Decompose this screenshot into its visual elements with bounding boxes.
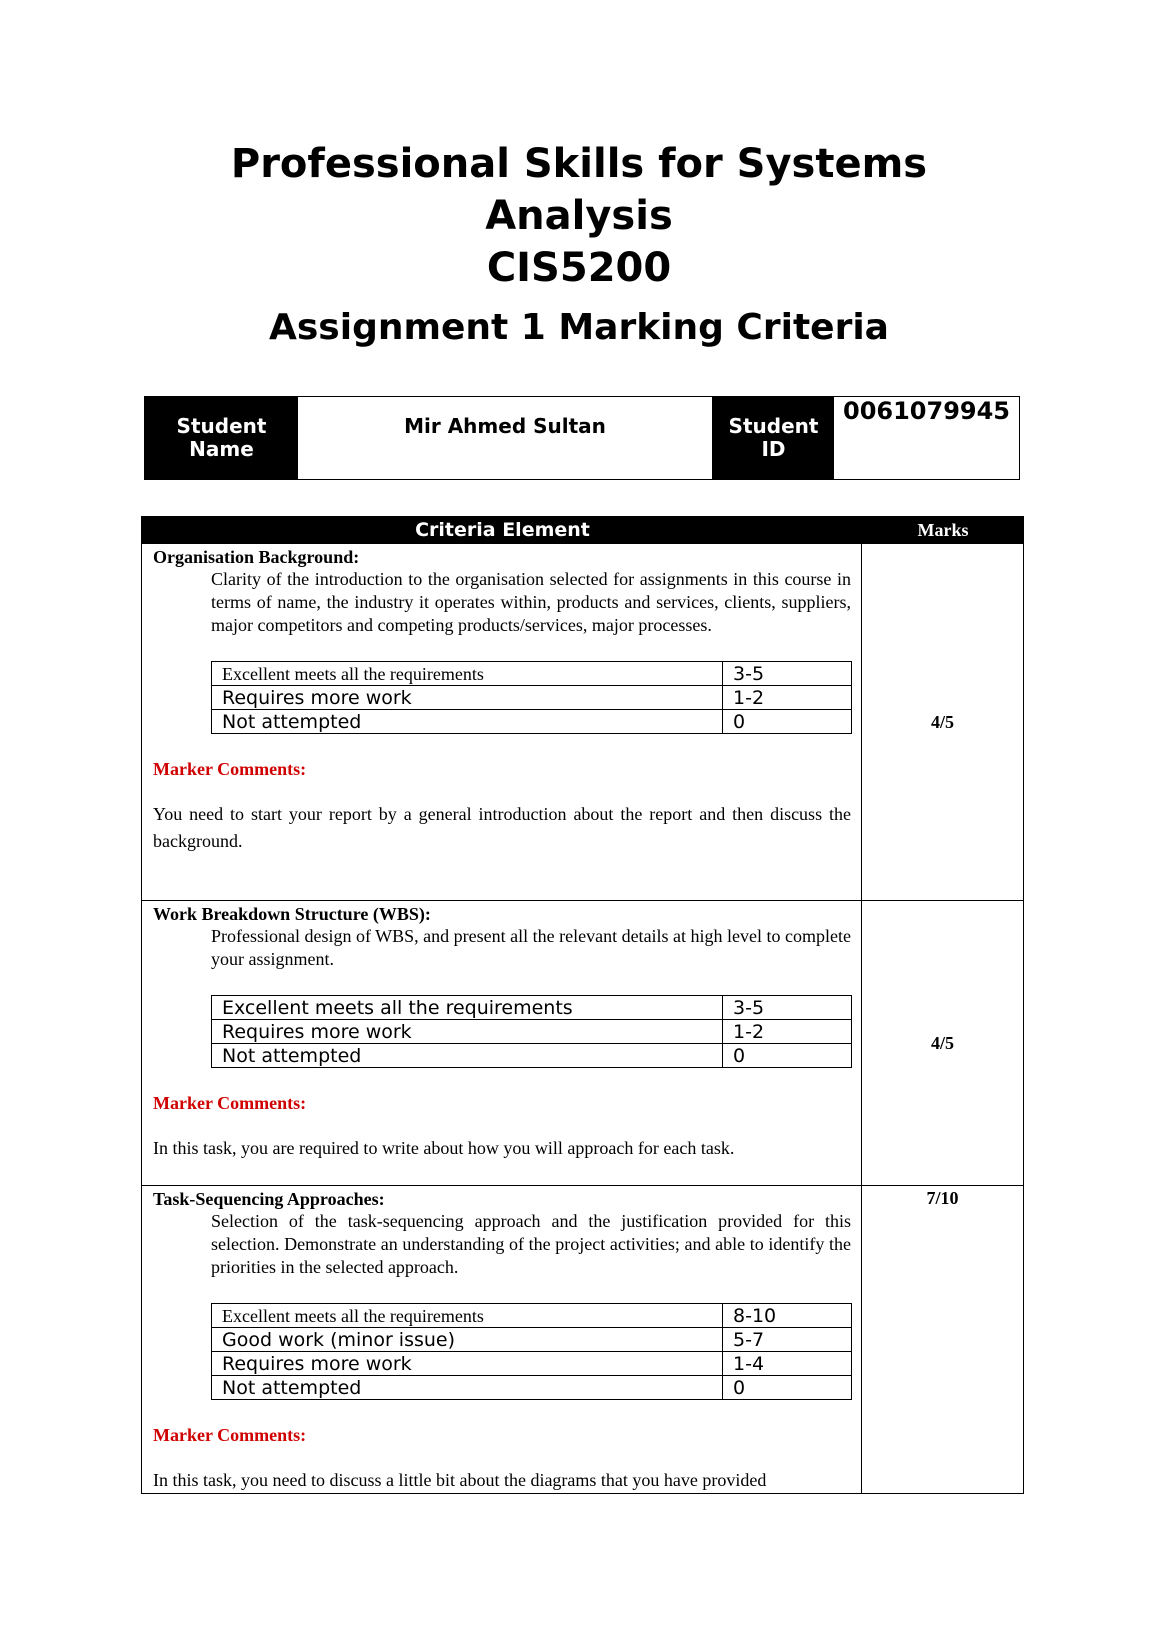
mark-value: 4/5 (930, 711, 954, 732)
scale-label: Excellent meets all the requirements (212, 662, 723, 686)
criteria-mark (862, 901, 1023, 1185)
criteria-description: Clarity of the introduction to the organisation selected for assignments in this course in terms of name, the industry it operates within, products and services, clients, suppliers, major competitors and competing products/services, major processes. (211, 569, 851, 635)
marker-comments-label: Marker Comments: (153, 759, 307, 779)
scale-range: 0 (723, 710, 852, 734)
scale-label: Excellent meets all the requirements (212, 996, 723, 1020)
criteria-mark (862, 544, 1023, 900)
marker-comments-label: Marker Comments: (153, 1093, 307, 1113)
scale-range: 3-5 (723, 662, 852, 686)
criteria-table-header (142, 517, 1023, 544)
criteria-content (142, 1186, 862, 1493)
criteria-title: Task-Sequencing Approaches: (153, 1189, 385, 1209)
scale-range: 1-2 (723, 686, 852, 710)
marker-comment-text: In this task, you are required to write about how you will approach for each task. (153, 1138, 735, 1158)
scale-row (212, 686, 852, 710)
course-code: CIS5200 (486, 245, 672, 291)
scale-row (212, 662, 852, 686)
scale-row (212, 1044, 852, 1068)
student-id-value: 0061079945 (843, 397, 1010, 425)
scale-label: Requires more work (212, 686, 723, 710)
scale-row (212, 1304, 852, 1328)
scale-label: Not attempted (212, 1376, 723, 1400)
scale-row (212, 1020, 852, 1044)
criteria-row-organisation (142, 544, 1023, 900)
student-name-value: Mir Ahmed Sultan (298, 397, 713, 479)
scale-label: Good work (minor issue) (212, 1328, 723, 1352)
title-line-2: Analysis (485, 193, 673, 239)
marking-scale-table (211, 661, 852, 734)
criteria-content (142, 901, 862, 1185)
scale-range: 0 (723, 1044, 852, 1068)
scale-label: Requires more work (212, 1352, 723, 1376)
mark-value: 7/10 (926, 1188, 959, 1208)
scale-label: Not attempted (212, 710, 723, 734)
scale-range: 3-5 (723, 996, 852, 1020)
document-subtitle: Assignment 1 Marking Criteria (269, 307, 889, 348)
criteria-row-wbs (142, 900, 1023, 1185)
criteria-element-header: Criteria Element (415, 519, 590, 541)
scale-range: 0 (723, 1376, 852, 1400)
criteria-title: Organisation Background: (153, 547, 360, 567)
scale-range: 1-4 (723, 1352, 852, 1376)
scale-row (212, 996, 852, 1020)
marker-comment-text: You need to start your report by a general introduction about the report and then discuss the background. (153, 804, 851, 851)
scale-row (212, 1376, 852, 1400)
scale-row (212, 710, 852, 734)
scale-range: 1-2 (723, 1020, 852, 1044)
marking-scale-table (211, 995, 852, 1068)
criteria-description: Professional design of WBS, and present all the relevant details at high level to complete your assignment. (211, 926, 852, 969)
marker-comments-label: Marker Comments: (153, 1425, 307, 1445)
criteria-description: Selection of the task-sequencing approach and the justification provided for this selection. Demonstrate an understanding of the project activities; and able to identify the priorities in the selected approach. (211, 1211, 851, 1277)
title-line-1: Professional Skills for Systems (230, 141, 928, 187)
criteria-table (141, 516, 1024, 1494)
marker-comment-text: In this task, you need to discuss a little bit about the diagrams that you have provided (153, 1470, 767, 1490)
scale-row (212, 1352, 852, 1376)
scale-range: 5-7 (723, 1328, 852, 1352)
mark-value: 4/5 (930, 1032, 954, 1053)
scale-range: 8-10 (723, 1304, 852, 1328)
criteria-title: Work Breakdown Structure (WBS): (153, 904, 431, 924)
student-name-label: Student Name (145, 397, 298, 479)
marking-scale-table (211, 1303, 852, 1400)
scale-label: Not attempted (212, 1044, 723, 1068)
student-info-table (144, 396, 1020, 480)
scale-label: Requires more work (212, 1020, 723, 1044)
criteria-row-task-sequencing (142, 1185, 1023, 1493)
criteria-mark (862, 1186, 1023, 1493)
criteria-content (142, 544, 862, 900)
marks-header: Marks (917, 520, 969, 540)
document-title (0, 138, 1158, 294)
scale-row (212, 1328, 852, 1352)
scale-label: Excellent meets all the requirements (212, 1304, 723, 1328)
student-id-label: Student ID (713, 397, 834, 479)
